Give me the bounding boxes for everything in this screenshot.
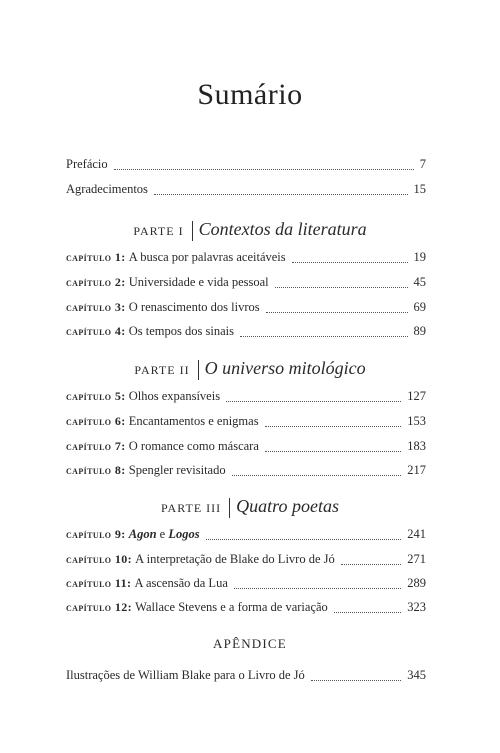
divider [192,221,193,241]
page-number: 89 [413,324,426,338]
chapter-number: capítulo 4: [66,324,126,338]
part-title: Quatro poetas [236,496,339,516]
page-number: 153 [407,414,426,428]
part-heading-3 [0,496,500,520]
toc-entry-chapter-12[interactable] [66,599,426,615]
chapter-title: A ascensão da Lua [134,576,228,590]
title-part-conjunction: e [156,527,169,541]
page-number: 271 [407,552,426,566]
dot-leader [265,416,402,427]
chapter-title: Wallace Stevens e a forma de variação [135,600,328,614]
chapter-number: capítulo 8: [66,463,126,477]
part-heading-2 [0,358,500,382]
toc-entry-chapter-6[interactable] [66,413,426,429]
title-part-logos: Logos [168,527,200,541]
chapter-number: capítulo 9: [66,527,126,541]
chapter-number: capítulo 11: [66,576,132,590]
chapter-number: capítulo 10: [66,552,133,566]
chapter-title: A busca por palavras aceitáveis [128,250,286,264]
chapter-title: Spengler revisitado [128,463,226,477]
chapter-title [129,526,200,542]
toc-entry-appendix[interactable] [66,667,426,683]
page-title: Sumário [197,78,303,111]
appendix-heading: APÊNDICE [213,636,287,651]
chapter-title: Olhos expansíveis [128,389,221,403]
toc-entry-chapter-1[interactable] [66,249,426,265]
entry-label: Agradecimentos [66,182,148,196]
chapter-title: Universidade e vida pessoal [128,275,269,289]
page-number: 183 [407,439,426,453]
part-label: PARTE III [160,501,222,515]
chapter-number: capítulo 3: [66,300,126,314]
dot-leader [232,465,402,476]
toc-entry-agradecimentos[interactable] [66,181,426,197]
toc-entry-prefacio[interactable] [66,156,426,172]
dot-leader [266,302,408,313]
page-number: 15 [413,182,426,196]
page-number: 45 [413,275,426,289]
toc-entry-chapter-5[interactable] [66,388,426,404]
chapter-number: capítulo 6: [66,414,126,428]
toc-entry-chapter-4[interactable] [66,323,426,339]
page-number: 7 [419,157,426,171]
divider [229,498,230,518]
page-number: 217 [407,463,426,477]
page-number: 345 [407,668,426,682]
dot-leader [341,554,402,565]
toc-entry-chapter-7[interactable] [66,438,426,454]
chapter-number: capítulo 2: [66,275,126,289]
toc-entry-chapter-9[interactable] [66,526,426,542]
entry-label: Prefácio [66,157,108,171]
part-label: PARTE I [133,224,184,238]
page-number: 289 [407,576,426,590]
toc-entry-chapter-11[interactable] [66,575,426,591]
chapter-title: O renascimento dos livros [128,300,260,314]
chapter-number: capítulo 7: [66,439,126,453]
page-number: 241 [407,527,426,541]
dot-leader [114,159,414,170]
page-number: 69 [413,300,426,314]
toc-entry-chapter-3[interactable] [66,299,426,315]
divider [198,360,199,380]
part-title: Contextos da literatura [198,219,367,239]
dot-leader [226,391,401,402]
dot-leader [275,277,408,288]
toc-entry-chapter-10[interactable] [66,551,426,567]
part-heading-1 [0,219,500,243]
chapter-number: capítulo 12: [66,600,133,614]
page-number: 323 [407,600,426,614]
dot-leader [234,578,401,589]
dot-leader [311,670,401,681]
page-number: 19 [413,250,426,264]
chapter-title: Os tempos dos sinais [128,324,234,338]
dot-leader [292,252,408,263]
title-part-agon: Agon [128,527,157,541]
chapter-number: capítulo 1: [66,250,126,264]
entry-label: Ilustrações de William Blake para o Livro de Jó [66,668,305,682]
chapter-title: Encantamentos e enigmas [128,414,259,428]
page-number: 127 [407,389,426,403]
part-label: PARTE II [134,363,190,377]
dot-leader [240,326,408,337]
dot-leader [154,184,408,195]
chapter-number: capítulo 5: [66,389,126,403]
chapter-title: O romance como máscara [128,439,259,453]
dot-leader [206,529,402,540]
part-title: O universo mitológico [204,358,366,378]
chapter-title: A interpretação de Blake do Livro de Jó [135,552,335,566]
toc-entry-chapter-2[interactable] [66,274,426,290]
dot-leader [265,441,401,452]
toc-entry-chapter-8[interactable] [66,462,426,478]
dot-leader [334,602,401,613]
